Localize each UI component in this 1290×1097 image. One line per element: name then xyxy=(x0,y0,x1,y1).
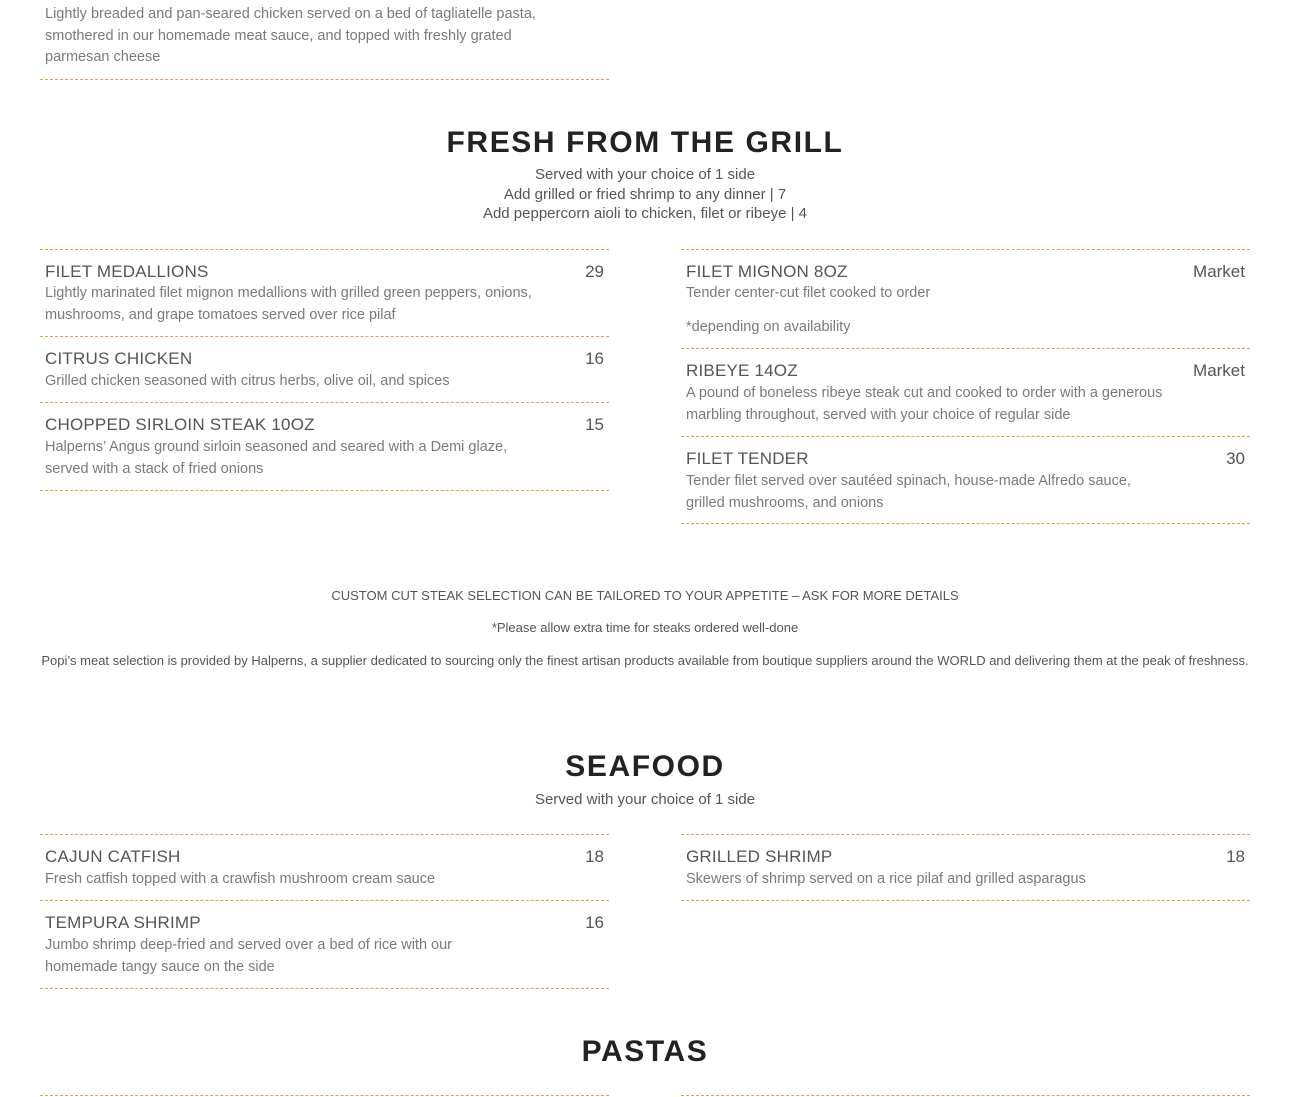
item-description: Tender filet served over sautéed spinach, house-made Alfredo sauce, grilled mushrooms, and onions xyxy=(686,473,1131,511)
menu-item-top-partial xyxy=(40,0,609,80)
section-title-grill: FRESH FROM THE GRILL xyxy=(446,126,844,159)
divider xyxy=(681,834,1250,835)
item-price: 16 xyxy=(585,913,604,932)
item-name: FILET TENDER xyxy=(686,449,809,468)
item-price: 30 xyxy=(1226,449,1245,468)
divider xyxy=(40,249,609,250)
item-availability-note: *depending on availability xyxy=(686,319,851,335)
divider xyxy=(681,523,1250,524)
item-description: Jumbo shrimp deep-fried and served over a bed of rice with our homemade tangy sauce on the side xyxy=(45,937,453,975)
item-name: FILET MEDALLIONS xyxy=(45,262,209,281)
item-name: FILET MIGNON 8OZ xyxy=(686,262,848,281)
item-name: CHOPPED SIRLOIN STEAK 10OZ xyxy=(45,415,315,434)
custom-cut-note: CUSTOM CUT STEAK SELECTION CAN BE TAILORED TO YOUR APPETITE – ASK FOR MORE DETAILS xyxy=(331,588,959,603)
divider xyxy=(40,900,609,901)
item-name: RIBEYE 14OZ xyxy=(686,361,798,380)
divider xyxy=(681,900,1250,901)
divider xyxy=(40,1095,609,1096)
item-price: 15 xyxy=(585,415,604,434)
menu-item xyxy=(681,449,1250,524)
section-title-pastas: PASTAS xyxy=(581,1035,709,1068)
menu-item xyxy=(681,847,1250,902)
section-subtitle: Served with your choice of 1 side xyxy=(534,166,756,183)
item-name: TEMPURA SHRIMP xyxy=(45,913,201,932)
divider xyxy=(681,348,1250,349)
menu-item xyxy=(681,262,1250,348)
item-price: 29 xyxy=(585,262,604,281)
section-subtitle: Add grilled or fried shrimp to any dinner | 7 xyxy=(503,186,787,203)
item-description: A pound of boneless ribeye steak cut and cooked to order with a generous marbling throughout, served with your choice of regular side xyxy=(686,385,1163,423)
item-description: Fresh catfish topped with a crawfish mushroom cream sauce xyxy=(45,871,436,887)
divider xyxy=(40,402,609,403)
item-description: Lightly breaded and pan-seared chicken served on a bed of tagliatelle pasta, smothered in our homemade meat sauce, and topped with freshly grated parmesan cheese xyxy=(45,6,536,65)
menu-item xyxy=(40,349,609,404)
item-description: Grilled chicken seasoned with citrus herbs, olive oil, and spices xyxy=(45,373,450,389)
divider xyxy=(40,490,609,491)
divider xyxy=(40,336,609,337)
section-title-seafood: SEAFOOD xyxy=(565,750,725,783)
divider xyxy=(40,988,609,989)
item-price: Market xyxy=(1193,361,1245,380)
menu-item xyxy=(40,262,609,337)
menu-item xyxy=(40,847,609,902)
item-price: Market xyxy=(1193,262,1245,281)
section-subtitle: Add peppercorn aioli to chicken, filet or ribeye | 4 xyxy=(482,205,808,222)
item-description: Halperns’ Angus ground sirloin seasoned and seared with a Demi glaze, served with a stack of fried onions xyxy=(45,439,508,477)
item-description: Tender center-cut filet cooked to order xyxy=(686,285,931,301)
item-description: Lightly marinated filet mignon medallions with grilled green peppers, onions, mushrooms, and grape tomatoes served over rice pilaf xyxy=(45,285,532,323)
menu-item xyxy=(40,415,609,490)
divider xyxy=(681,249,1250,250)
item-price: 18 xyxy=(585,847,604,866)
divider xyxy=(681,436,1250,437)
item-name: CAJUN CATFISH xyxy=(45,847,181,866)
item-price: 18 xyxy=(1226,847,1245,866)
supplier-note: Popi’s meat selection is provided by Halperns, a supplier dedicated to sourcing only the finest artisan products available from boutique suppliers around the WORLD and delivering them at the peak of freshness. xyxy=(41,653,1249,668)
divider xyxy=(40,79,609,80)
menu-item xyxy=(40,913,609,988)
item-description: Skewers of shrimp served on a rice pilaf and grilled asparagus xyxy=(686,871,1086,887)
item-name: GRILLED SHRIMP xyxy=(686,847,833,866)
item-name: CITRUS CHICKEN xyxy=(45,349,193,368)
menu-item xyxy=(681,361,1250,436)
divider xyxy=(40,834,609,835)
section-subtitle: Served with your choice of 1 side xyxy=(534,791,756,808)
well-done-note: *Please allow extra time for steaks ordered well-done xyxy=(491,620,799,635)
divider xyxy=(681,1095,1250,1096)
item-price: 16 xyxy=(585,349,604,368)
